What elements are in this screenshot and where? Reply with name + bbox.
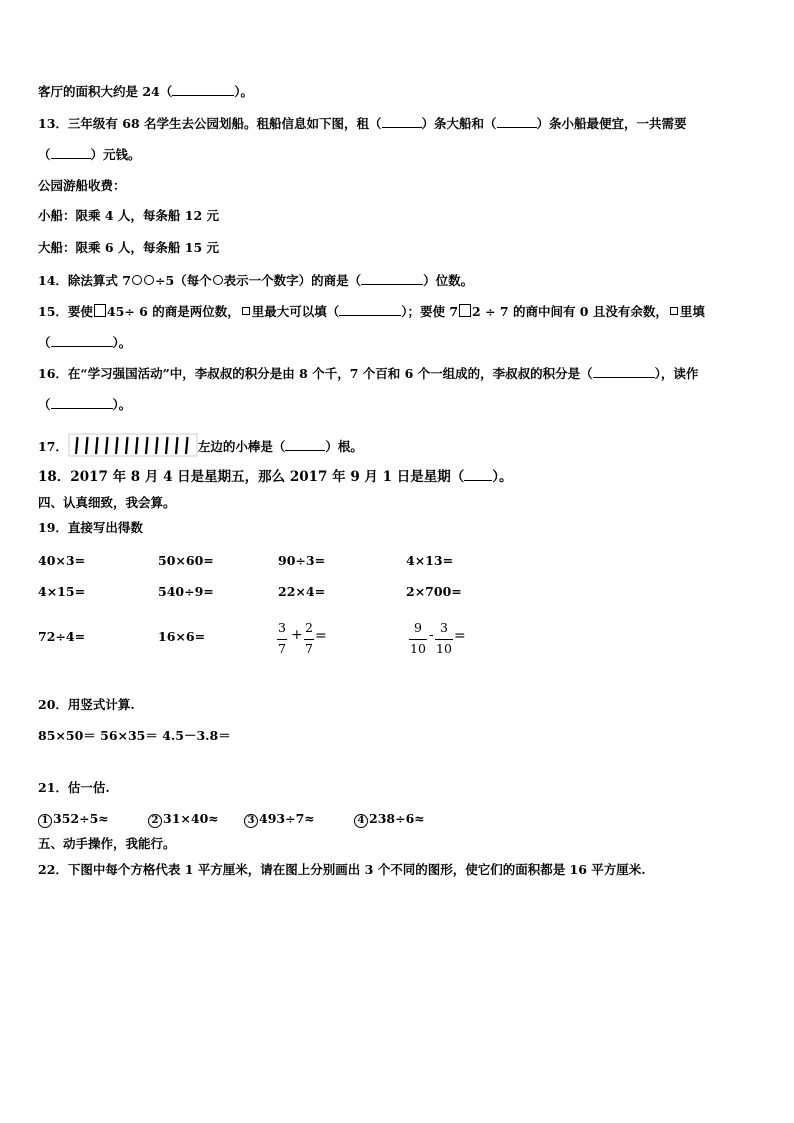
q19-title: 19．直接写出得数 xyxy=(38,520,143,535)
q17-text: 左边的小棒是（ xyxy=(197,439,286,454)
answer-blank[interactable] xyxy=(339,303,401,316)
circled-number-icon: 1 xyxy=(38,814,52,828)
stick xyxy=(126,437,128,454)
q21-title: 21．估一估. xyxy=(38,780,110,795)
q16-text: 在“学习强国活动”中，李叔叔的积分是由 8 个千，7 个百和 6 个一组成的，李叔叔的积分是（ xyxy=(67,366,593,381)
numerator: 9 xyxy=(414,620,422,635)
question-number: 15． xyxy=(38,304,68,319)
equals-sign: = xyxy=(315,628,327,644)
circled-number-icon: 4 xyxy=(354,814,368,828)
answer-blank[interactable] xyxy=(51,334,113,347)
estimate-expression: 31×40≈ xyxy=(163,811,219,826)
stick xyxy=(106,437,108,454)
q14-text: 除法算式 7 xyxy=(67,273,131,288)
denominator: 7 xyxy=(278,641,286,656)
q19-item: 72÷4= xyxy=(38,629,86,644)
stick xyxy=(96,437,98,454)
q15-text: 45÷ 6 的商是两位数， xyxy=(106,304,240,319)
q15-text: 里最大可以填（ xyxy=(251,304,340,319)
q13-text: 三年级有 68 名学生去公园划船。租船信息如下图，租（ xyxy=(67,116,382,131)
q19-item: 40×3= xyxy=(38,553,86,568)
circled-number-icon: 3 xyxy=(244,814,258,828)
answer-blank[interactable] xyxy=(464,468,492,481)
q21-item-4 xyxy=(354,811,425,828)
estimate-expression: 493÷7≈ xyxy=(259,811,315,826)
q16-text: ），读作 xyxy=(654,366,699,381)
q15-text: 2 ÷ 7 的商中间有 0 且没有余数， xyxy=(472,304,668,319)
equals-sign: = xyxy=(454,628,466,644)
circle-icon xyxy=(213,275,223,285)
square-box-icon xyxy=(242,307,250,315)
answer-blank[interactable] xyxy=(593,365,655,378)
fraction-bar xyxy=(409,639,427,640)
q15-text: ）。 xyxy=(112,335,132,350)
answer-blank[interactable] xyxy=(361,272,423,285)
big-boat-info: 大船：限乘 6 人，每条船 15 元 xyxy=(38,240,220,255)
q14-text: 表示一个数字）的商是（ xyxy=(223,273,362,288)
q13-text: ）元钱。 xyxy=(90,147,141,162)
q17-text: ）根。 xyxy=(325,439,363,454)
q19-item: 4×15= xyxy=(38,584,86,599)
answer-blank[interactable] xyxy=(497,115,537,128)
stick xyxy=(136,437,138,454)
q15-text: 里填 xyxy=(679,304,705,319)
q12-text-end: ）。 xyxy=(234,84,254,99)
denominator: 7 xyxy=(305,641,313,656)
circle-icon xyxy=(144,275,154,285)
q15-text: ）；要使 7 xyxy=(401,304,459,319)
fraction-bar xyxy=(435,639,453,640)
q19-item: 2×700= xyxy=(406,584,462,599)
stick xyxy=(186,437,188,454)
question-number: 22． xyxy=(38,862,68,877)
numerator: 3 xyxy=(278,620,286,635)
q19-item: 16×6= xyxy=(158,629,206,644)
q14-text: ÷5（每个 xyxy=(154,273,212,288)
q16-line2 xyxy=(38,396,131,413)
small-boat-info: 小船：限乘 4 人，每条船 12 元 xyxy=(38,208,220,223)
fee-title: 公园游船收费： xyxy=(38,178,126,193)
stick xyxy=(166,437,168,454)
circled-number-icon: 2 xyxy=(148,814,162,828)
q17 xyxy=(38,432,363,458)
q18-text: ）。 xyxy=(492,469,513,485)
answer-blank[interactable] xyxy=(51,396,113,409)
q20-expressions: 85×50＝ 56×35＝ 4.5－3.8＝ xyxy=(38,728,231,743)
denominator: 10 xyxy=(410,641,426,656)
question-number: 14． xyxy=(38,273,68,288)
q16-line1 xyxy=(38,365,698,382)
q15-line1 xyxy=(38,303,705,320)
q16-text: （ xyxy=(38,397,51,412)
answer-blank[interactable] xyxy=(382,115,422,128)
fraction-bar xyxy=(304,639,314,640)
stick xyxy=(76,437,78,454)
stick xyxy=(146,437,148,454)
fraction-bar xyxy=(277,639,287,640)
q21-item-3 xyxy=(244,811,315,828)
section-4-heading: 四、认真细致，我会算。 xyxy=(38,495,176,510)
q19-item: 90÷3= xyxy=(278,553,326,568)
q15-text: 要使 xyxy=(67,304,93,319)
q13-text: ）条大船和（ xyxy=(421,116,497,131)
denominator: 10 xyxy=(436,641,452,656)
answer-blank[interactable] xyxy=(172,83,234,96)
q22 xyxy=(38,862,646,878)
stick xyxy=(176,437,178,454)
q21-item-2 xyxy=(148,811,219,828)
square-box-icon xyxy=(670,307,678,315)
q19-item: 50×60= xyxy=(158,553,214,568)
square-box-icon xyxy=(94,304,106,317)
circle-icon xyxy=(132,275,142,285)
q18-text: 2017 年 8 月 4 日是星期五，那么 2017 年 9 月 1 日是星期（ xyxy=(70,469,465,485)
q15-text: （ xyxy=(38,335,51,350)
q15-line2 xyxy=(38,334,131,351)
numerator: 3 xyxy=(440,620,448,635)
q16-text: ）。 xyxy=(112,397,132,412)
q19-item: 540÷9= xyxy=(158,584,214,599)
q13-text: （ xyxy=(38,147,51,162)
stick xyxy=(86,437,88,454)
q12-tail xyxy=(38,83,253,100)
stick xyxy=(156,437,158,454)
operator: - xyxy=(429,627,434,643)
estimate-expression: 352÷5≈ xyxy=(53,811,109,826)
q19-item: 22×4= xyxy=(278,584,326,599)
sticks-figure xyxy=(68,432,198,458)
q21-item-1 xyxy=(38,811,109,828)
stick xyxy=(116,437,118,454)
question-number: 16． xyxy=(38,366,68,381)
q14 xyxy=(38,272,473,289)
question-number: 13． xyxy=(38,116,68,131)
q14-text: ）位数。 xyxy=(423,273,474,288)
q12-text: 客厅的面积大约是 24（ xyxy=(38,84,173,99)
q18 xyxy=(38,468,512,485)
square-box-icon xyxy=(459,304,471,317)
question-number: 18． xyxy=(38,469,71,485)
section-5-heading: 五、动手操作，我能行。 xyxy=(38,836,176,851)
answer-blank[interactable] xyxy=(51,146,91,159)
operator: + xyxy=(291,627,303,643)
q20-title: 20．用竖式计算. xyxy=(38,697,135,712)
q19-item: 4×13= xyxy=(406,553,454,568)
numerator: 2 xyxy=(305,620,313,635)
q13-text: ）条小船最便宜，一共需要 xyxy=(536,116,687,131)
q13-line2 xyxy=(38,146,141,163)
answer-blank[interactable] xyxy=(285,438,325,451)
question-number: 17． xyxy=(38,439,68,454)
q13-line1 xyxy=(38,115,687,132)
q22-text: 下图中每个方格代表 1 平方厘米，请在图上分别画出 3 个不同的图形，使它们的面积都是 16 平方厘米. xyxy=(67,862,646,877)
estimate-expression: 238÷6≈ xyxy=(369,811,425,826)
